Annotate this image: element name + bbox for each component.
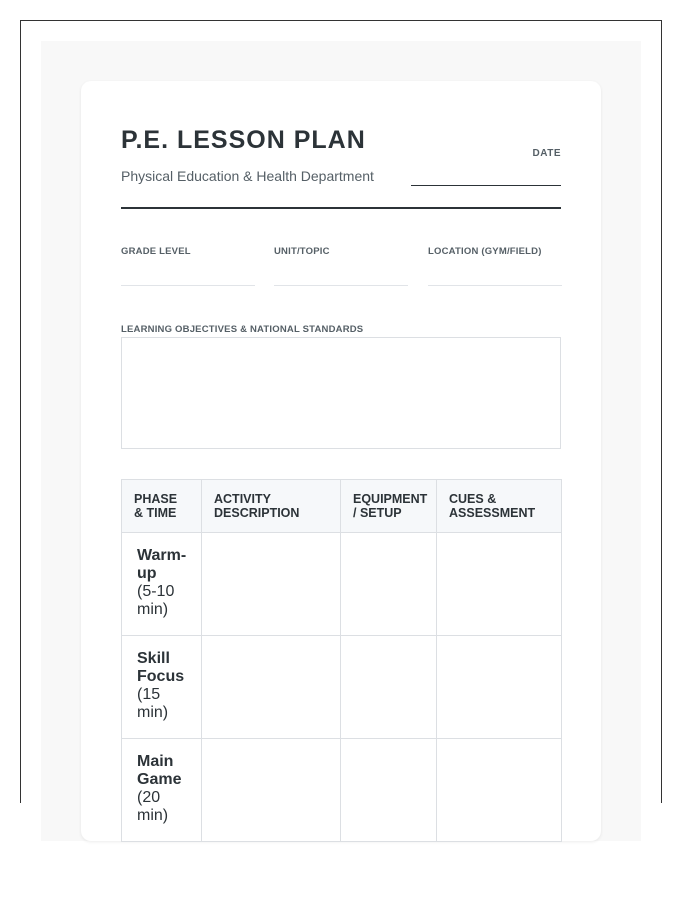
grade-level-input[interactable] [121,285,255,286]
unit-topic-input[interactable] [274,285,408,286]
equipment-cell[interactable] [341,533,437,636]
lesson-plan-table [121,479,562,842]
phase-time: (20 min) [137,789,169,824]
page-title: P.E. LESSON PLAN [121,126,366,154]
phase-time: (5-10 min) [137,583,175,618]
table-row [122,533,562,636]
table-header-row [122,480,562,533]
phase-cell [122,739,202,842]
grade-level-field [121,246,255,286]
location-label: LOCATION (GYM/FIELD) [428,246,542,257]
phase-cell [122,533,202,636]
grade-level-label: GRADE LEVEL [121,246,191,257]
cues-cell[interactable] [437,533,562,636]
activity-cell[interactable] [202,636,341,739]
viewport-frame [20,20,662,824]
equipment-cell[interactable] [341,636,437,739]
objectives-label: LEARNING OBJECTIVES & NATIONAL STANDARDS [121,324,364,335]
col-header-phase: PHASE & TIME [122,480,202,533]
location-field [428,246,562,286]
phase-name: Skill Focus [137,650,185,685]
phase-time: (15 min) [137,686,169,721]
col-header-cues: CUES & ASSESSMENT [437,480,562,533]
table-row [122,636,562,739]
date-label: DATE [532,148,561,159]
date-input[interactable] [411,185,561,186]
phase-name: Main Game [137,753,182,788]
col-header-activity: ACTIVITY DESCRIPTION [202,480,341,533]
cues-cell[interactable] [437,739,562,842]
table-row [122,739,562,842]
equipment-cell[interactable] [341,739,437,842]
objectives-textarea[interactable] [121,337,561,449]
page-background [41,41,641,841]
cues-cell[interactable] [437,636,562,739]
unit-topic-label: UNIT/TOPIC [274,246,330,257]
phase-cell [122,636,202,739]
unit-topic-field [274,246,408,286]
header-divider [121,207,561,209]
activity-cell[interactable] [202,739,341,842]
department-subtitle: Physical Education & Health Department [121,168,374,184]
activity-cell[interactable] [202,533,341,636]
col-header-equipment: EQUIPMENT / SETUP [341,480,437,533]
location-input[interactable] [428,285,562,286]
phase-name: Warm-up [137,547,187,582]
lesson-plan-card [81,81,601,841]
